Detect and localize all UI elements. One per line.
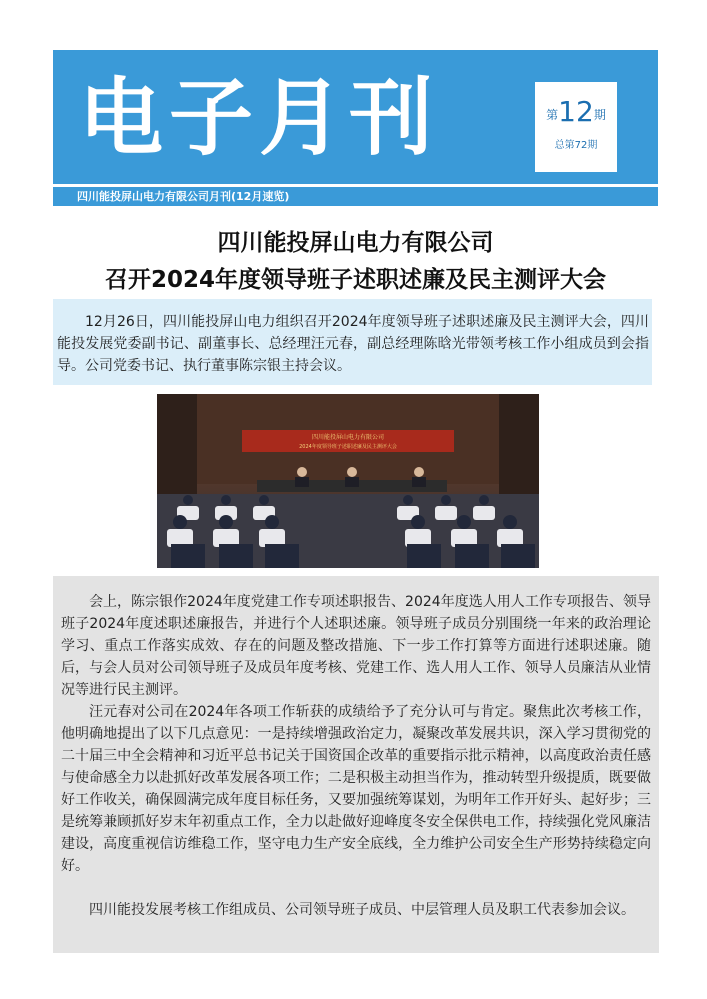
body-box — [53, 576, 659, 953]
body-paragraph-3: 四川能投发展考核工作组成员、公司领导班子成员、中层管理人员及职工代表参加会议。 — [89, 902, 635, 918]
masthead-title: 电子月刊 — [79, 69, 440, 167]
photo-banner-line2: 2024年度领导班子述职述廉及民主测评大会 — [299, 444, 397, 450]
issue-prefix: 第 — [546, 108, 559, 122]
lead-paragraph: 12月26日，四川能投屏山电力组织召开2024年度领导班子述职述廉及民主测评大会，四川能投发展党委副书记、副董事长、总经理汪元春，副总经理陈晗光带领考核工作小组成员到会指导。公司党委书记、执行董事陈宗银主持会议。 — [57, 314, 649, 374]
subheader-text: 四川能投屏山电力有限公司月刊(12月速览) — [77, 190, 290, 203]
meeting-photo-illustration — [157, 394, 539, 568]
headline-line2: 召开2024年度领导班子述职述廉及民主测评大会 — [104, 267, 606, 293]
lead-box — [53, 299, 652, 385]
issue-suffix: 期 — [593, 108, 606, 122]
body-paragraph-2: 汪元春对公司在2024年各项工作斩获的成绩给予了充分认可与肯定。聚焦此次考核工作，他明确地提出了以下几点意见：一是持续增强政治定力，凝聚改革发展共识，深入学习贯彻党的二十届三中全会精神和习近平总书记关于国资国企改革的重要指示批示精神，以高度政治责任感与使命感全力以赴抓好改革发展各项工作；二是积极主动担当作为，推动转型升级提质，既要做好工作收关，确保圆满完成年度目标任务，又要加强统筹谋划，为明年工作开好头、起好步；三是统筹兼顾抓好岁末年初重点工作，全力以赴做好迎峰度冬安全保供电工作，持续强化党风廉洁建设，高度重视信访维稳工作，坚守电力生产安全底线，全力维护公司安全生产形势持续稳定向好。 — [61, 704, 651, 874]
issue-number-line — [535, 96, 617, 131]
subheader-bar — [53, 187, 658, 206]
meeting-photo — [157, 394, 539, 568]
issue-number: 12 — [558, 95, 594, 128]
photo-banner-line1: 四川能投屏山电力有限公司 — [311, 434, 385, 441]
masthead — [53, 50, 658, 184]
total-issue: 总第72期 — [554, 140, 598, 151]
issue-box — [535, 82, 617, 172]
headline-line1: 四川能投屏山电力有限公司 — [217, 230, 494, 256]
body-paragraph-1: 会上，陈宗银作2024年度党建工作专项述职报告、2024年度选人用人工作专项报告、领导班子2024年度述职述廉报告，并进行个人述职述廉。领导班子成员分别围绕一年来的政治理论学习、重点工作落实成效、存在的问题及整改措施、下一步工作打算等方面进行述职述廉。随后，与会人员对公司领导班子及成员年度考核、党建工作、选人用人工作、领导人员廉洁从业情况等进行民主测评。 — [61, 594, 651, 698]
